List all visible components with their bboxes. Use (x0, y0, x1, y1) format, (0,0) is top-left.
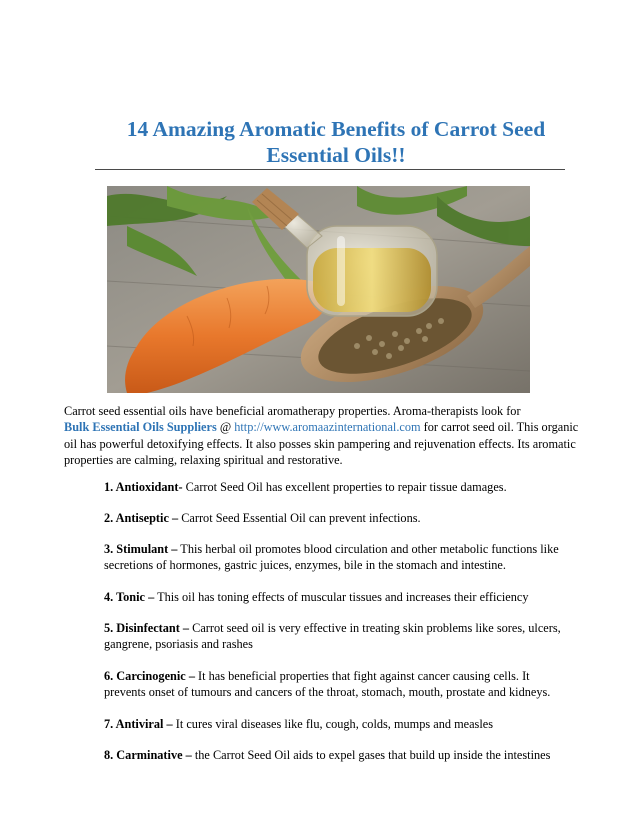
benefit-text: Carrot seed oil is very effective in treating skin problems like sores, ulcers, gangrene, psoriasis and rashes (104, 621, 561, 652)
list-item (104, 510, 574, 526)
benefit-text: It has beneficial properties that fight against cancer causing cells. It prevents onset of tumours and cancers of the throat, stomach, mouth, prostate and kidneys. (104, 669, 551, 700)
benefit-term: 1. Antioxidant- (104, 480, 183, 494)
benefit-term: 8. Carminative – (104, 748, 192, 762)
benefit-text: It cures viral diseases like flu, cough, colds, mumps and measles (172, 717, 493, 731)
benefit-term: 5. Disinfectant – (104, 621, 190, 635)
intro-paragraph (64, 403, 579, 469)
list-item (104, 589, 574, 605)
list-item (104, 747, 579, 763)
intro-at: @ (216, 420, 235, 435)
benefit-term: 4. Tonic – (104, 590, 155, 604)
benefit-text: the Carrot Seed Oil aids to expel gases that build up inside the intestines (191, 748, 551, 762)
list-item (104, 479, 574, 495)
benefit-text: This oil has toning effects of muscular tissues and increases their efficiency (154, 590, 529, 604)
intro-text-2: for carrot seed oil. This organic oil has powerful detoxifying effects. It also posses skin pampering and rejuvenation effects. Its aromatic properties are calming, relaxing spiritual and restorative. (64, 420, 579, 468)
list-item (104, 620, 574, 653)
list-item (104, 541, 574, 574)
page-title (96, 116, 576, 168)
website-link[interactable]: http://www.aromaazinternational.com (234, 420, 421, 435)
benefit-text: Carrot Seed Oil has excellent properties to repair tissue damages. (182, 480, 507, 494)
bulk-suppliers-link[interactable]: Bulk Essential Oils Suppliers (64, 420, 217, 435)
intro-text-1: Carrot seed essential oils have beneficial aromatherapy properties. Aroma-therapists look for (64, 404, 521, 418)
benefit-term: 7. Antiviral – (104, 717, 173, 731)
benefit-term: 3. Stimulant – (104, 542, 178, 556)
title-line-1: 14 Amazing Aromatic Benefits of Carrot Seed (126, 117, 546, 141)
benefit-term: 6. Carcinogenic – (104, 669, 195, 683)
benefit-text: This herbal oil promotes blood circulation and other metabolic functions like secretions of hormones, gastric juices, enzymes, bile in the stomach and intestine. (104, 542, 559, 573)
title-line-2: Essential Oils!! (266, 143, 406, 167)
list-item (104, 668, 574, 701)
benefit-text: Carrot Seed Essential Oil can prevent infections. (178, 511, 421, 525)
title-divider (95, 169, 565, 170)
carrot-and-oil-bottle-photo (107, 186, 530, 393)
list-item (104, 716, 574, 732)
benefit-term: 2. Antiseptic – (104, 511, 179, 525)
